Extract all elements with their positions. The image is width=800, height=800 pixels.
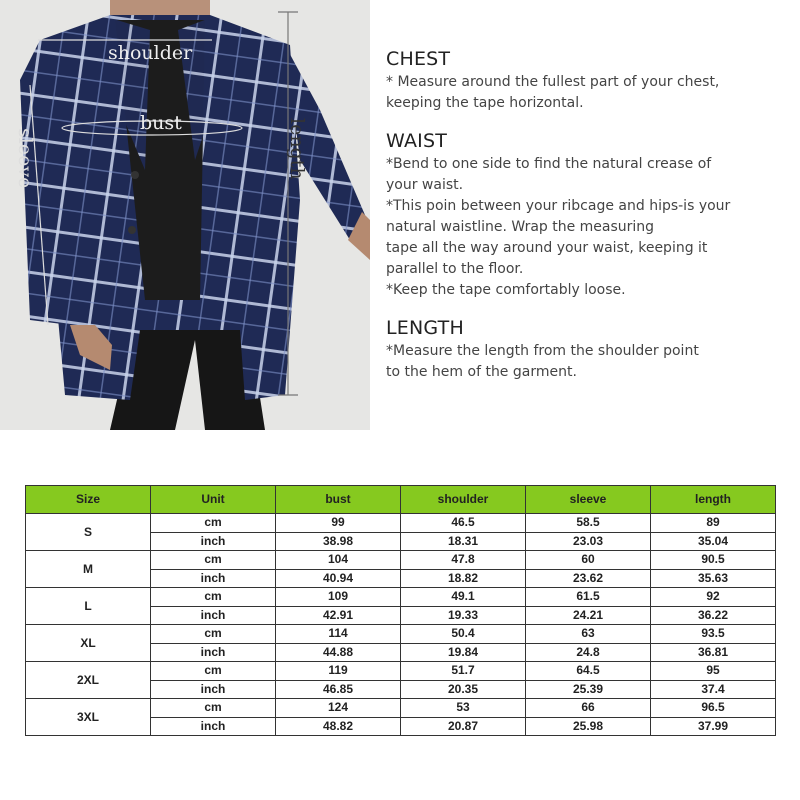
length-cell: 37.99	[651, 717, 776, 736]
shoulder-cell: 46.5	[401, 514, 526, 533]
table-row	[26, 625, 776, 644]
unit-cell: cm	[151, 588, 276, 607]
coat-illustration	[0, 0, 370, 430]
length-section	[386, 317, 786, 383]
header-size: Size	[26, 486, 151, 514]
header-shoulder: shoulder	[401, 486, 526, 514]
bust-cell: 109	[276, 588, 401, 607]
size-cell: L	[26, 588, 151, 625]
header-length: length	[651, 486, 776, 514]
chest-section	[386, 48, 786, 114]
waist-heading: WAIST	[386, 130, 448, 152]
length-cell: 36.81	[651, 643, 776, 662]
length-text: *Measure the length from the shoulder point to the hem of the garment.	[386, 343, 699, 380]
sleeve-cell: 23.62	[526, 569, 651, 588]
unit-cell: cm	[151, 551, 276, 570]
length-cell: 35.63	[651, 569, 776, 588]
waist-text: *Bend to one side to find the natural crease of your waist. *This poin between your ribcage and hips-is your natural waistline. Wrap the measuring tape all the way around your waist, keeping it parallel to the floor. *Keep the tape comfortably loose.	[386, 156, 731, 298]
sleeve-cell: 23.03	[526, 532, 651, 551]
bust-cell: 42.91	[276, 606, 401, 625]
measuring-guide	[386, 48, 786, 399]
unit-cell: inch	[151, 643, 276, 662]
shoulder-cell: 20.87	[401, 717, 526, 736]
bust-cell: 38.98	[276, 532, 401, 551]
bust-cell: 99	[276, 514, 401, 533]
shoulder-cell: 51.7	[401, 662, 526, 681]
bust-cell: 44.88	[276, 643, 401, 662]
shoulder-cell: 18.31	[401, 532, 526, 551]
chest-text: * Measure around the fullest part of your chest, keeping the tape horizontal.	[386, 74, 720, 111]
bust-cell: 48.82	[276, 717, 401, 736]
length-cell: 93.5	[651, 625, 776, 644]
bust-cell: 114	[276, 625, 401, 644]
shoulder-cell: 20.35	[401, 680, 526, 699]
bust-cell: 119	[276, 662, 401, 681]
coat-button	[131, 171, 139, 179]
unit-cell: inch	[151, 717, 276, 736]
length-cell: 90.5	[651, 551, 776, 570]
length-cell: 95	[651, 662, 776, 681]
bust-label: bust	[140, 112, 182, 134]
coat-button	[128, 226, 136, 234]
bust-cell: 124	[276, 699, 401, 718]
size-cell: S	[26, 514, 151, 551]
sleeve-cell: 61.5	[526, 588, 651, 607]
bust-cell: 104	[276, 551, 401, 570]
header-bust: bust	[276, 486, 401, 514]
header-unit: Unit	[151, 486, 276, 514]
unit-cell: cm	[151, 699, 276, 718]
shoulder-cell: 53	[401, 699, 526, 718]
table-row	[26, 588, 776, 607]
unit-cell: inch	[151, 680, 276, 699]
table-row	[26, 514, 776, 533]
shoulder-label: shoulder	[108, 42, 193, 64]
unit-cell: cm	[151, 625, 276, 644]
length-heading: LENGTH	[386, 317, 464, 339]
length-cell: 35.04	[651, 532, 776, 551]
size-chart-table	[25, 485, 776, 736]
shoulder-cell: 19.84	[401, 643, 526, 662]
length-label: length	[286, 118, 308, 180]
sleeve-label: sleeve	[14, 128, 36, 189]
sleeve-cell: 58.5	[526, 514, 651, 533]
unit-cell: cm	[151, 514, 276, 533]
shoulder-cell: 50.4	[401, 625, 526, 644]
length-cell: 89	[651, 514, 776, 533]
unit-cell: inch	[151, 606, 276, 625]
shoulder-cell: 18.82	[401, 569, 526, 588]
bust-cell: 46.85	[276, 680, 401, 699]
table-row	[26, 699, 776, 718]
shoulder-cell: 19.33	[401, 606, 526, 625]
table-row	[26, 662, 776, 681]
unit-cell: cm	[151, 662, 276, 681]
length-cell: 37.4	[651, 680, 776, 699]
chest-heading: CHEST	[386, 48, 451, 70]
sleeve-cell: 25.98	[526, 717, 651, 736]
sleeve-cell: 64.5	[526, 662, 651, 681]
shoulder-cell: 49.1	[401, 588, 526, 607]
sleeve-cell: 60	[526, 551, 651, 570]
length-cell: 96.5	[651, 699, 776, 718]
length-cell: 92	[651, 588, 776, 607]
bust-cell: 40.94	[276, 569, 401, 588]
sleeve-cell: 63	[526, 625, 651, 644]
size-cell: XL	[26, 625, 151, 662]
length-cell: 36.22	[651, 606, 776, 625]
shoulder-cell: 47.8	[401, 551, 526, 570]
size-cell: 2XL	[26, 662, 151, 699]
header-sleeve: sleeve	[526, 486, 651, 514]
size-cell: 3XL	[26, 699, 151, 736]
table-row	[26, 551, 776, 570]
sleeve-cell: 25.39	[526, 680, 651, 699]
sleeve-cell: 24.8	[526, 643, 651, 662]
waist-section	[386, 130, 786, 301]
table-header-row	[26, 486, 776, 514]
model-photo	[0, 0, 370, 430]
sleeve-cell: 66	[526, 699, 651, 718]
unit-cell: inch	[151, 569, 276, 588]
unit-cell: inch	[151, 532, 276, 551]
sleeve-cell: 24.21	[526, 606, 651, 625]
size-cell: M	[26, 551, 151, 588]
